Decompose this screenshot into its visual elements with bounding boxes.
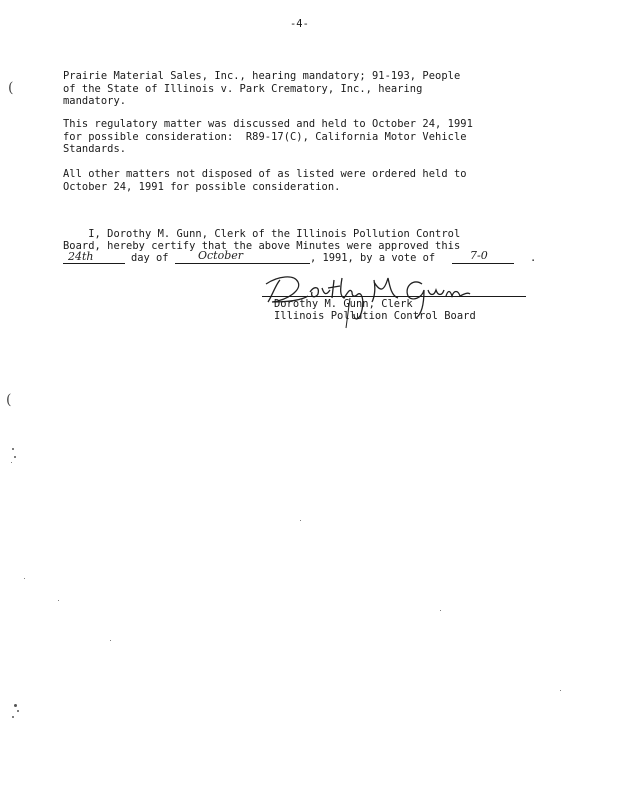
paragraph-line: This regulatory matter was discussed and held to October 24, 1991 [63, 118, 473, 130]
page-number: -4- [290, 18, 309, 30]
signature-line [262, 296, 526, 297]
scan-speck [110, 640, 111, 641]
scan-speck [440, 610, 441, 611]
scan-speck [560, 690, 561, 691]
scan-speck [11, 462, 12, 463]
scan-speck [14, 456, 16, 458]
scan-speck [24, 578, 25, 579]
scan-speck [300, 520, 301, 521]
paragraph-line: October 24, 1991 for possible consideration. [63, 180, 341, 193]
paragraph-line: for possible consideration: R89-17(C), California Motor Vehicle [63, 130, 467, 143]
day-of-label: day of [131, 252, 169, 264]
scan-speck [14, 704, 17, 707]
paragraph-other-matters [63, 168, 467, 193]
scan-speck [12, 448, 14, 450]
paragraph-line: Prairie Material Sales, Inc., hearing mandatory; 91-193, People [63, 70, 461, 82]
year-vote-text: , 1991, by a vote of [310, 252, 436, 264]
margin-mark: ( [6, 392, 12, 408]
paragraph-hearing-list [63, 70, 460, 108]
scan-speck [58, 600, 59, 601]
signer-title: Illinois Pollution Control Board [274, 310, 476, 322]
paragraph-line: of the State of Illinois v. Park Crematory, Inc., hearing [63, 82, 423, 95]
scan-speck [17, 710, 19, 712]
paragraph-regulatory-matter [63, 118, 473, 156]
paragraph-line: mandatory. [63, 95, 127, 108]
signer-name: Dorothy M. Gunn, Clerk [274, 298, 413, 310]
month-handwritten: October [198, 249, 244, 262]
margin-mark: ( [8, 80, 14, 96]
certification-line-1: I, Dorothy M. Gunn, Clerk of the Illinois Pollution Control [63, 228, 461, 240]
certification-line-2: Board, hereby certify that the above Minutes were approved this [63, 240, 461, 252]
paragraph-line: Standards. [63, 143, 127, 156]
paragraph-line: All other matters not disposed of as listed were ordered held to [63, 168, 467, 180]
end-period: . [530, 252, 537, 264]
scan-speck [12, 716, 14, 718]
day-handwritten: 24th [68, 250, 94, 263]
vote-handwritten: 7-0 [470, 249, 488, 262]
